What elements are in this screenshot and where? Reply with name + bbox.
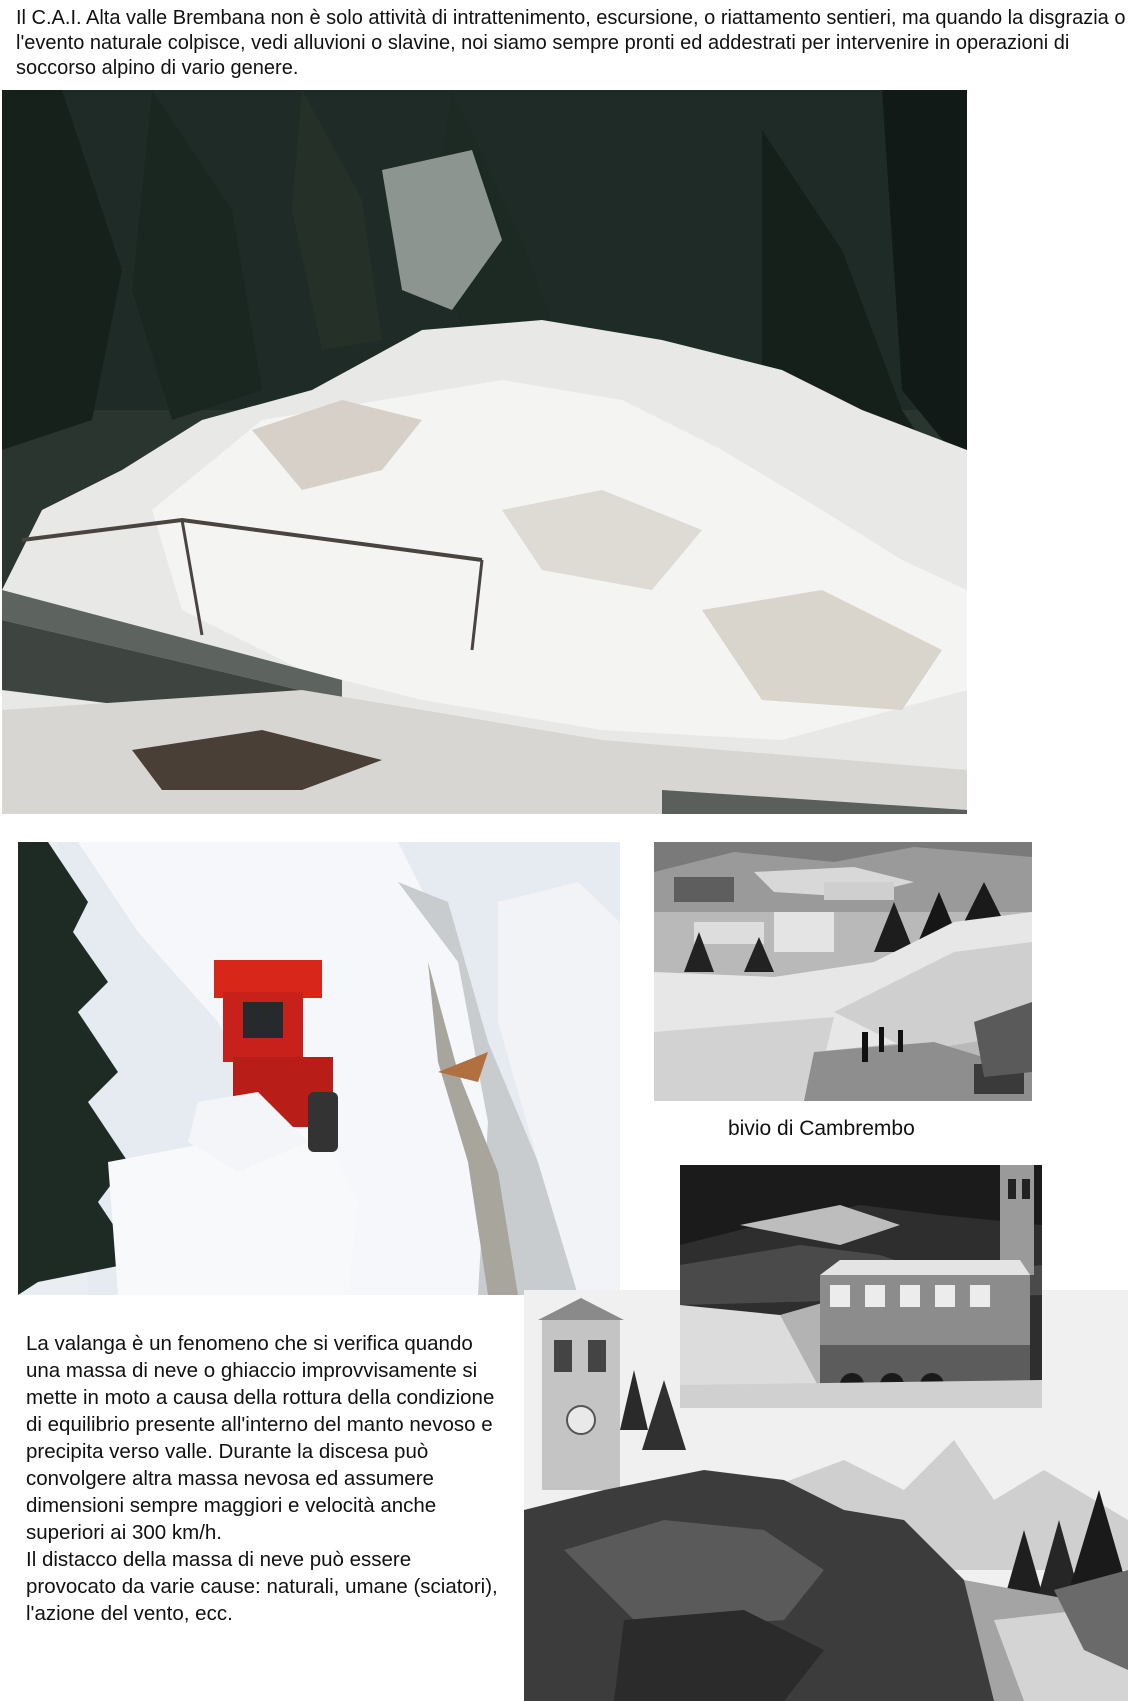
church-photo [680, 1165, 1042, 1408]
avalanche-road-photo [2, 90, 967, 814]
description-paragraph-2: Il distacco della massa di neve può essere provocato da varie cause: naturali, umane (sciatori), l'azione del vento, ecc. [26, 1548, 498, 1625]
cambrembo-photo [654, 842, 1032, 1101]
church-illustration [680, 1165, 1042, 1408]
intro-paragraph: Il C.A.I. Alta valle Brembana non è solo attività di intrattenimento, escursione, o riattamento sentieri, ma quando la disgrazia o l'evento naturale colpisce, vedi alluvioni o slavine, noi siamo sempre pronti ed addestrati per intervenire in operazioni di soccorso alpino di vario genere. [16, 7, 1126, 79]
photo-caption: bivio di Cambrembo [728, 1117, 915, 1140]
cambrembo-illustration [654, 842, 1032, 1101]
avalanche-description [26, 1330, 506, 1627]
snowplow-illustration [18, 842, 620, 1295]
snowplow-photo [18, 842, 620, 1295]
avalanche-road-illustration [2, 90, 967, 814]
description-paragraph-1: La valanga è un fenomeno che si verifica quando una massa di neve o ghiaccio improvvisamente si mette in moto a causa della rottura della condizione di equilibrio presente all'interno del manto nevoso e precipita verso valle. Durante la discesa può convolgere altra massa nevosa ed assumere dimensioni sempre maggiori e velocità anche superiori ai 300 km/h. [26, 1332, 495, 1544]
